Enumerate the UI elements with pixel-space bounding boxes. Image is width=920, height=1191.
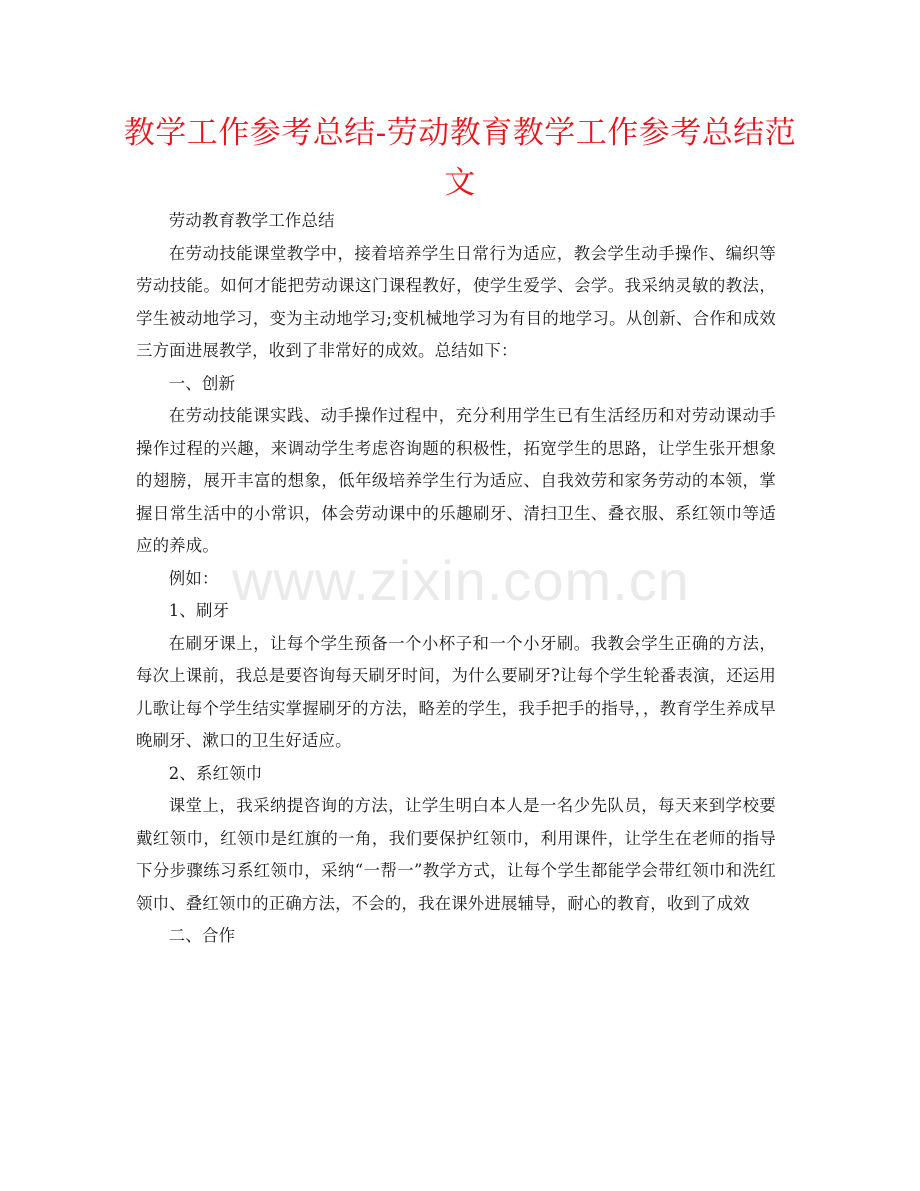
document-title: 教学工作参考总结-劳动教育教学工作参考总结范文 [123, 115, 797, 201]
paragraph-brushing-teeth: 在刷牙课上，让每个学生预备一个小杯子和一个小牙刷。我教会学生正确的方法，每次上课前，我总是要咨询每天刷牙时间，为什么要刷牙?让每个学生轮番表演，还运用儿歌让每个学生结实掌握刷牙的方法，略差的学生，我手把手的指导，，教育学生养成早晚刷牙、漱口的卫生好适应。 [136, 633, 776, 750]
section-heading-innovation: 一、创新 [168, 373, 236, 393]
watermark: www.zixin.com.cn [232, 549, 690, 612]
paragraph-red-scarf: 课堂上，我采纳提咨询的方法，让学生明白本人是一名少先队员，每天来到学校要戴红领巾，红领巾是红旗的一角，我们要保护红领巾，利用课件，让学生在老师的指导下分步骤练习系红领巾，采纳“一帮一”教学方式，让每个学生都能学会带红领巾和洗红领巾、叠红领巾的正确方法，不会的，我在课外进展辅导，耐心的教育，收到了成效 [136, 796, 776, 913]
paragraph-heading: 劳动教育教学工作总结 [168, 211, 335, 230]
subheading-red-scarf: 2、系红领巾 [168, 763, 263, 783]
subheading-brushing-teeth: 1、刷牙 [168, 601, 230, 620]
document-body [136, 205, 776, 953]
paragraph-example-label: 例如： [168, 568, 219, 588]
paragraph-intro: 在劳动技能课堂教学中，接着培养学生日常行为适应，教会学生动手操作、编织等劳动技能。如何才能把劳动课这门课程教好，使学生爱学、会学。我采纳灵敏的教法，学生被动地学习，变为主动地学习;变机械地学习为有目的地学习。从创新、合作和成效三方面进展教学，收到了非常好的成效。总结如下： [136, 243, 776, 360]
section-heading-cooperation: 二、合作 [168, 926, 236, 945]
paragraph-innovation: 在劳动技能课实践、动手操作过程中，充分利用学生已有生活经历和对劳动课动手操作过程的兴趣，来调动学生考虑咨询题的积极性，拓宽学生的思路，让学生张开想象的翅膀，展开丰富的想象，低年级培养学生行为适应、自我效劳和家务劳动的本领，掌握日常生活中的小常识，体会劳动课中的乐趣刷牙、清扫卫生、叠衣服、系红领巾等适应的养成。 [136, 406, 776, 555]
